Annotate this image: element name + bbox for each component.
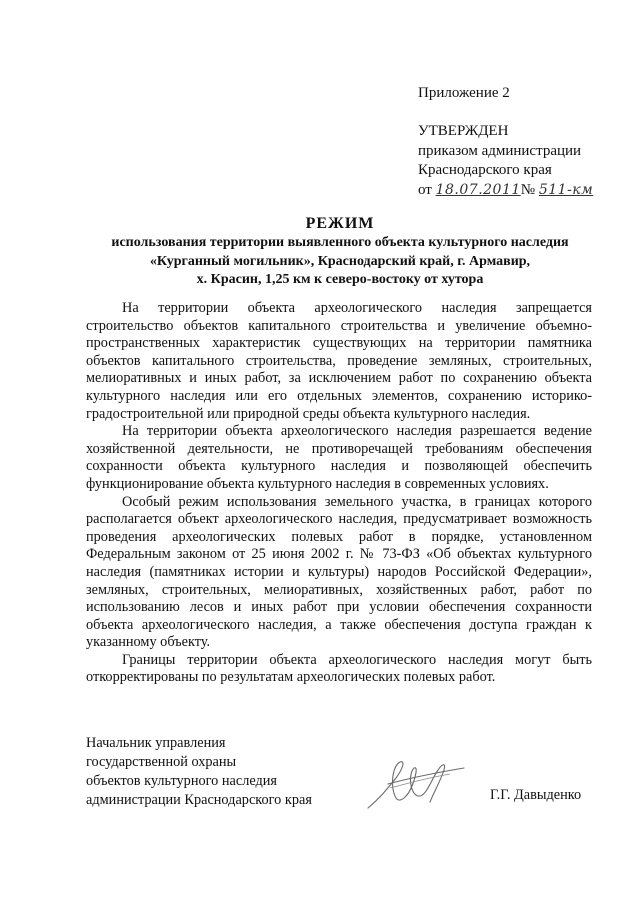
appendix-label: Приложение 2 [418, 85, 510, 101]
approval-line-2: Краснодарского края [418, 162, 552, 178]
signatory-line-3: объектов культурного наследия [86, 773, 277, 789]
approval-line-1: приказом администрации [418, 142, 582, 159]
approval-from-label: от [418, 181, 432, 198]
signatory-title [86, 734, 312, 810]
subtitle-line-1: использования территории выявленного объекта культурного наследия [111, 235, 569, 250]
subtitle-line-2: «Курганный могильник», Краснодарский край, г. Армавир, [149, 253, 531, 269]
approval-number: 511-км [538, 181, 594, 198]
body-paragraph: Особый режим использования земельного участка, в границах которого располагается объект археологического наследия, предусматривает возможность проведения археологических полевых работ в порядке, установленном Федеральным законом от 25 июня 2002 г. № 73-ФЗ «Об объектах культурного наследия (памятниках истории и культуры) народов Российской Федерации», земляных, строительных, мелиоративных, хозяйственных работ, работ по использованию лесов и иных работ при условии обеспечения сохранности объекта археологического наследия, а также обеспечения доступа граждан к указанному объекту. [86, 493, 592, 651]
body-paragraph: На территории объекта археологического наследия разрешается ведение хозяйственной деятельности, не противоречащей требованиям обеспечения сохранности объекта культурного наследия и позволяющей обеспечить функционирование объекта культурного наследия в современных условиях. [86, 423, 592, 492]
signatory-line-4: администрации Краснодарского края [86, 792, 312, 808]
body-paragraph: Границы территории объекта археологического наследия могут быть откорректированы по результатам археологических полевых работ. [86, 651, 592, 686]
signatory-line-2: государственной охраны [86, 754, 237, 770]
approval-number-label: № [520, 181, 536, 198]
signer-name: Г.Г. Давыденко [490, 787, 582, 803]
approval-date: 18.07.2011 [435, 181, 521, 198]
handwritten-signature [360, 748, 470, 818]
document-body [86, 300, 592, 687]
subtitle-line-3: х. Красин, 1,25 км к северо-востоку от хутора [196, 272, 484, 287]
body-paragraph: На территории объекта археологического наследия запрещается строительство объектов капитального строительства и увеличение объемно-пространственных характеристик существующих на территории памятника объектов капитального строительства, проведение земляных, строительных, мелиоративных и иных работ, за исключением работ по сохранению объекта культурного наследия или его отдельных элементов, сохранению историко-градостроительной или природной среды объекта культурного наследия. [86, 300, 592, 422]
document-subtitle [60, 234, 620, 290]
approval-block [418, 122, 618, 200]
approval-heading: УТВЕРЖДЕН [418, 123, 509, 139]
document-title: РЕЖИМ [305, 215, 375, 232]
signatory-line-1: Начальник управления [86, 735, 226, 751]
approval-date-line [418, 181, 618, 201]
